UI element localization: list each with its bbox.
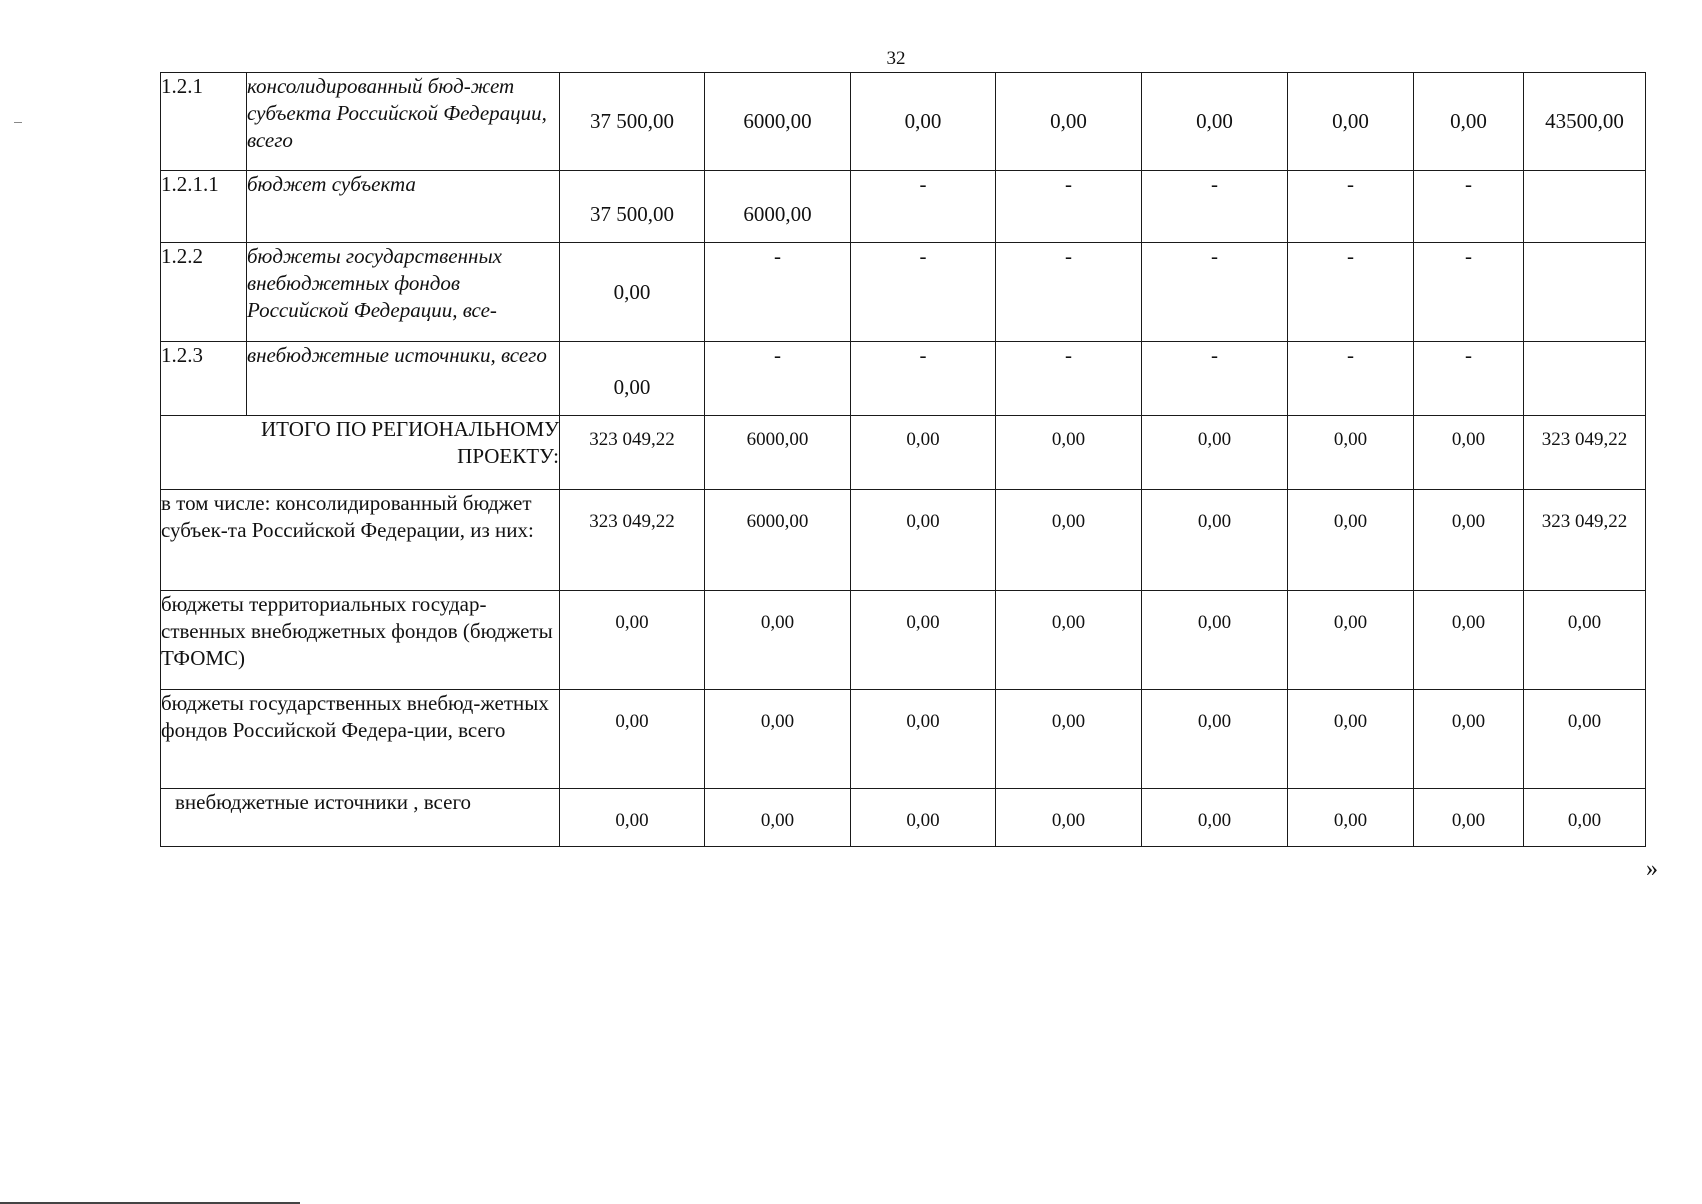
value-cell: 0,00 xyxy=(996,73,1142,171)
table-row xyxy=(161,171,1646,243)
value-cell: 0,00 xyxy=(1288,789,1414,847)
value-cell: 43500,00 xyxy=(1524,73,1646,171)
value-cell: 0,00 xyxy=(1524,690,1646,789)
value-cell xyxy=(1524,243,1646,342)
value-cell: 0,00 xyxy=(705,789,851,847)
value-cell: 6000,00 xyxy=(705,171,851,243)
value-cell: 0,00 xyxy=(1288,490,1414,591)
value-cell: - xyxy=(705,342,851,416)
value-cell: 0,00 xyxy=(851,73,996,171)
value-cell: - xyxy=(1288,243,1414,342)
value-cell: - xyxy=(1288,171,1414,243)
value-cell: 323 049,22 xyxy=(1524,490,1646,591)
total-row xyxy=(161,690,1646,789)
value-cell: - xyxy=(1414,171,1524,243)
row-name: бюджеты государственных внебюджетных фондов Российской Федерации, все- xyxy=(247,243,560,342)
value-cell: 0,00 xyxy=(851,490,996,591)
value-cell: 0,00 xyxy=(1524,591,1646,690)
row-code: 1.2.1 xyxy=(161,73,247,171)
value-cell: 0,00 xyxy=(996,490,1142,591)
value-cell: 0,00 xyxy=(1288,73,1414,171)
total-label: бюджеты государственных внебюд-жетных фондов Российской Федера-ции, всего xyxy=(161,690,560,789)
scan-mark xyxy=(14,122,22,123)
total-row xyxy=(161,789,1646,847)
value-cell: 0,00 xyxy=(560,591,705,690)
total-label: внебюджетные источники , всего xyxy=(161,789,560,847)
value-cell: - xyxy=(851,243,996,342)
value-cell: 0,00 xyxy=(1414,591,1524,690)
table-row xyxy=(161,73,1646,171)
value-cell: 0,00 xyxy=(1288,416,1414,490)
value-cell: 0,00 xyxy=(1524,789,1646,847)
value-cell xyxy=(1524,171,1646,243)
value-cell: 0,00 xyxy=(996,690,1142,789)
value-cell: - xyxy=(1414,342,1524,416)
total-label: бюджеты территориальных государ-ственных внебюджетных фондов (бюджеты ТФОМС) xyxy=(161,591,560,690)
value-cell: 0,00 xyxy=(560,690,705,789)
value-cell: 0,00 xyxy=(1142,73,1288,171)
value-cell xyxy=(1524,342,1646,416)
value-cell: 0,00 xyxy=(1414,490,1524,591)
value-cell: - xyxy=(996,243,1142,342)
value-cell: 0,00 xyxy=(1142,789,1288,847)
table-row xyxy=(161,243,1646,342)
value-cell: 0,00 xyxy=(560,789,705,847)
value-cell: 0,00 xyxy=(1414,789,1524,847)
value-cell: 0,00 xyxy=(560,342,705,416)
value-cell: - xyxy=(1142,342,1288,416)
value-cell: - xyxy=(851,342,996,416)
row-code: 1.2.1.1 xyxy=(161,171,247,243)
value-cell: - xyxy=(705,243,851,342)
value-cell: 323 049,22 xyxy=(560,416,705,490)
row-name: внебюджетные источники, всего xyxy=(247,342,560,416)
row-name: бюджет субъекта xyxy=(247,171,560,243)
value-cell: 0,00 xyxy=(851,416,996,490)
value-cell: 37 500,00 xyxy=(560,73,705,171)
value-cell: - xyxy=(1142,243,1288,342)
value-cell: 6000,00 xyxy=(705,73,851,171)
value-cell: 0,00 xyxy=(1142,591,1288,690)
value-cell: - xyxy=(996,171,1142,243)
value-cell: 0,00 xyxy=(1142,490,1288,591)
row-name: консолидированный бюд-жет субъекта Российской Федерации, всего xyxy=(247,73,560,171)
row-code: 1.2.3 xyxy=(161,342,247,416)
total-label: в том числе: консолидированный бюджет субъек-та Российской Федерации, из них: xyxy=(161,490,560,591)
value-cell: - xyxy=(1414,243,1524,342)
value-cell: 323 049,22 xyxy=(560,490,705,591)
value-cell: 0,00 xyxy=(996,591,1142,690)
row-code: 1.2.2 xyxy=(161,243,247,342)
value-cell: 37 500,00 xyxy=(560,171,705,243)
value-cell: 0,00 xyxy=(1142,690,1288,789)
value-cell: 0,00 xyxy=(1142,416,1288,490)
value-cell: 0,00 xyxy=(851,591,996,690)
value-cell: - xyxy=(1142,171,1288,243)
value-cell: 0,00 xyxy=(1288,591,1414,690)
closing-quote: » xyxy=(1646,856,1658,882)
value-cell: 0,00 xyxy=(996,416,1142,490)
page-number: 32 xyxy=(886,48,906,69)
table-row xyxy=(161,342,1646,416)
value-cell: 0,00 xyxy=(1414,416,1524,490)
value-cell: 6000,00 xyxy=(705,490,851,591)
value-cell: 0,00 xyxy=(705,690,851,789)
total-row xyxy=(161,591,1646,690)
value-cell: 0,00 xyxy=(560,243,705,342)
value-cell: 0,00 xyxy=(1414,73,1524,171)
value-cell: 0,00 xyxy=(1288,690,1414,789)
total-row xyxy=(161,490,1646,591)
total-label: ИТОГО ПО РЕГИОНАЛЬНОМУ ПРОЕКТУ: xyxy=(161,416,560,490)
value-cell: 0,00 xyxy=(851,789,996,847)
value-cell: 0,00 xyxy=(996,789,1142,847)
value-cell: - xyxy=(1288,342,1414,416)
value-cell: - xyxy=(996,342,1142,416)
total-row xyxy=(161,416,1646,490)
value-cell: 0,00 xyxy=(1414,690,1524,789)
value-cell: 0,00 xyxy=(851,690,996,789)
budget-table xyxy=(160,72,1646,847)
value-cell: - xyxy=(851,171,996,243)
value-cell: 323 049,22 xyxy=(1524,416,1646,490)
value-cell: 0,00 xyxy=(705,591,851,690)
value-cell: 6000,00 xyxy=(705,416,851,490)
